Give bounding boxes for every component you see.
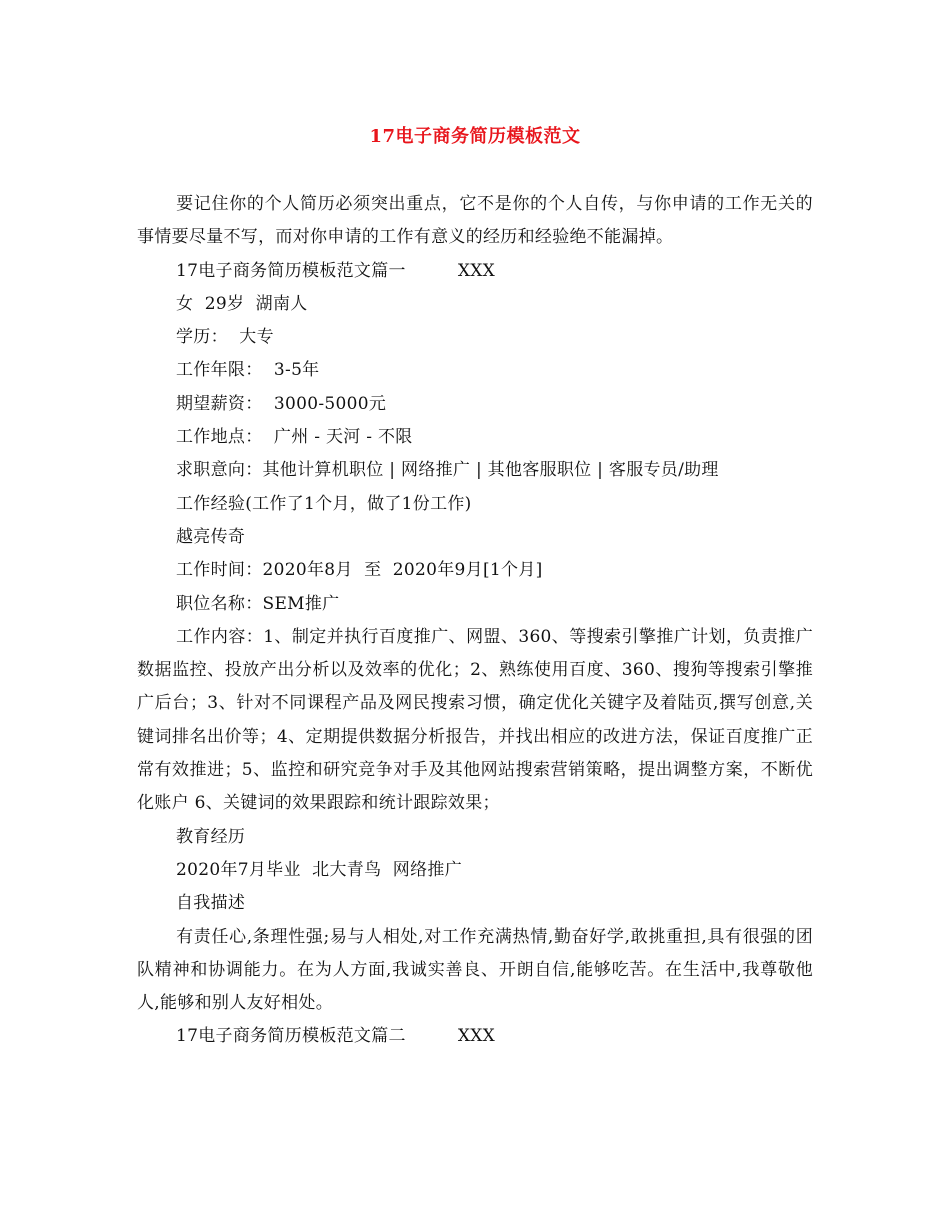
section-heading	[137, 1020, 813, 1053]
candidate-name: XXX	[457, 1026, 496, 1047]
company-line: 越亮传奇	[176, 526, 246, 547]
job-intention-line: 求职意向：其他计算机职位 | 网络推广 | 其他客服职位 | 客服专员/助理	[176, 460, 719, 481]
self-description-paragraph: 有责任心,条理性强;易与人相处,对工作充满热情,勤奋好学,敢挑重担,具有很强的团队精神和协调能力。在为人方面,我诚实善良、开朗自信,能够吃苦。在生活中,我尊敬他人,能够和别人友好相处。	[137, 926, 813, 1014]
section-heading-text: 17电子商务简历模板范文篇二	[176, 1026, 406, 1047]
education-level-line: 学历： 大专	[176, 327, 274, 348]
position-line: 职位名称：SEM推广	[176, 593, 340, 614]
work-time-line: 工作时间：2020年8月 至 2020年9月[1个月]	[176, 560, 543, 581]
education-entry-line: 2020年7月毕业 北大青鸟 网络推广	[176, 859, 462, 880]
work-content-paragraph: 工作内容：1、制定并执行百度推广、网盟、360、等搜索引擎推广计划，负责推广数据监控、投放产出分析以及效率的优化；2、熟练使用百度、360、搜狗等搜索引擎推广后台；3、针对不同课程产品及网民搜索习惯，确定优化关键字及着陆页,撰写创意,关键词排名出价等；4、定期提供数据分析报告，并找出相应的改进方法，保证百度推广正常有效推进；5、监控和研究竞争对手及其他网站搜索营销策略，提出调整方案，不断优化账户 6、关键词的效果跟踪和统计跟踪效果；	[137, 626, 813, 814]
work-years-line: 工作年限： 3-5年	[176, 360, 320, 381]
section-heading	[137, 255, 813, 288]
profile-line: 女 29岁 湖南人	[176, 293, 308, 314]
expected-salary-line: 期望薪资： 3000-5000元	[176, 393, 387, 414]
section-heading-text: 17电子商务简历模板范文篇一	[176, 260, 406, 281]
education-heading: 教育经历	[176, 826, 246, 847]
document-body	[137, 188, 813, 1054]
candidate-name: XXX	[457, 260, 496, 281]
work-experience-heading: 工作经验(工作了1个月，做了1份工作)	[176, 493, 472, 514]
work-location-line: 工作地点： 广州 - 天河 - 不限	[176, 427, 413, 448]
self-description-heading: 自我描述	[176, 893, 246, 914]
intro-paragraph: 要记住你的个人简历必须突出重点，它不是你的个人自传，与你申请的工作无关的事情要尽量不写，而对你申请的工作有意义的经历和经验绝不能漏掉。	[137, 194, 813, 248]
document-title: 17电子商务简历模板范文	[369, 126, 581, 147]
